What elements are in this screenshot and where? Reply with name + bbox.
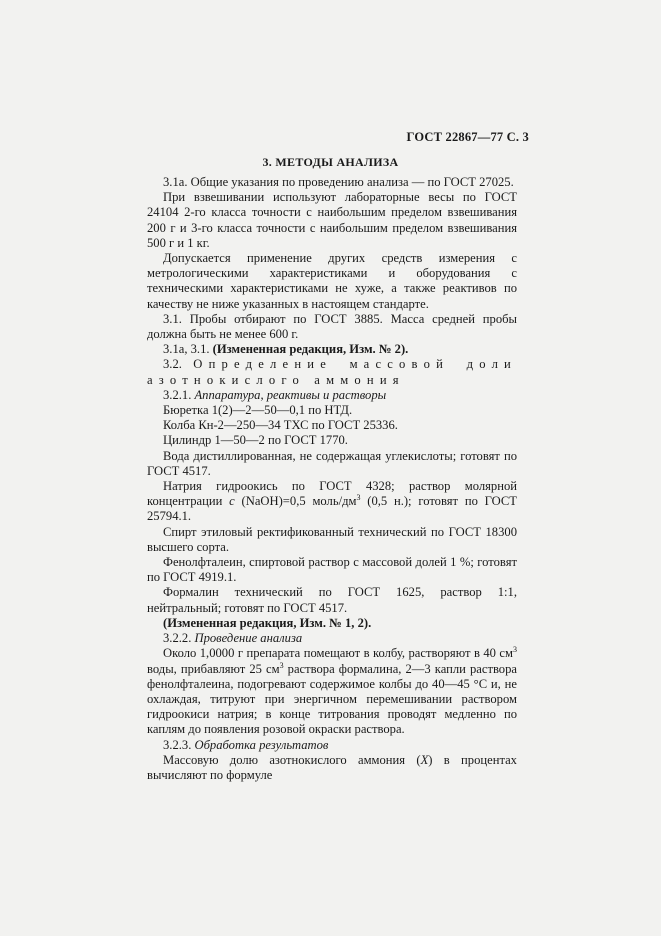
paragraph-calculation (147, 753, 517, 783)
paragraph-3-2 (147, 357, 517, 387)
paragraph-3-2-1 (147, 388, 517, 403)
paragraph-revision-1 (147, 342, 517, 357)
paragraph-3-2-3 (147, 738, 517, 753)
paragraph-other-means: Допускается применение других средств измерения с метрологическими характеристиками и оборудования с техническими характеристиками не хуже, а также реактивов по качеству не ниже указанных в настоящем стандарте. (147, 251, 517, 311)
clause-heading-italic: Проведение анализа (194, 631, 303, 646)
paragraph-revision-2: (Измененная редакция, Изм. № 1, 2). (163, 615, 372, 630)
clause-number: 3.2.3. (163, 737, 195, 752)
superscript: 3 (356, 493, 361, 503)
clause-number: 3.2.1. (163, 387, 195, 402)
clause-number: 3.2.2. (163, 631, 195, 646)
text-run-italic: X (420, 752, 429, 767)
document-body (147, 175, 517, 783)
paragraph-procedure (147, 646, 517, 737)
paragraph-phenolphthalein: Фенолфталеин, спиртовой раствор с массовой долей 1 %; готовят по ГОСТ 4919.1. (147, 555, 517, 585)
clause-heading-italic: Аппаратура, реактивы и растворы (194, 387, 387, 402)
paragraph-ethanol: Спирт этиловый ректификованный технический по ГОСТ 18300 высшего сорта. (147, 524, 517, 554)
section-title: 3. МЕТОДЫ АНАЛИЗА (262, 155, 399, 169)
paragraph-weighing: При взвешивании используют лабораторные весы по ГОСТ 24104 2-го класса точности с наибольшим пределом взвешивания 200 г и 3-го класса точности с наибольшим пределом взвешивания 500 г и 1 кг. (147, 190, 517, 250)
paragraph-3-1: 3.1. Пробы отбирают по ГОСТ 3885. Масса средней пробы должна быть не менее 600 г. (147, 311, 517, 342)
text-run: (0,5 н.); готовят по ГОСТ 25794.1. (147, 494, 517, 524)
paragraph-burette: Бюретка 1(2)—2—50—0,1 по НТД. (163, 403, 353, 418)
paragraph-3-2-2 (147, 631, 517, 646)
paragraph-cylinder: Цилиндр 1—50—2 по ГОСТ 1770. (163, 433, 348, 448)
paragraph-formalin: Формалин технический по ГОСТ 1625, раствор 1:1, нейтральный; готовят по ГОСТ 4517. (147, 585, 517, 615)
text-run: Около 1,0000 г препарата помещают в колбу, растворяют в 40 см (163, 646, 513, 661)
clause-heading-spaced: Определение массовой доли азотнокислого аммония (147, 357, 517, 387)
text-run: раствора формалина, 2—3 капли раствора фенолфталеина, подогревают содержимое колбы до 40—45 °С и, не охлаждая, титруют при энергичном перемешивании раствором гидроокиси натрия; в конце титрования проводят медленно по каплям до появления розовой окраски раствора. (147, 661, 517, 737)
clause-heading-italic: Обработка результатов (194, 737, 329, 752)
superscript: 3 (513, 645, 517, 655)
paragraph-water: Вода дистиллированная, не содержащая углекислоты; готовят по ГОСТ 4517. (147, 448, 517, 478)
revision-ref: 3.1а, 3.1. (163, 342, 213, 357)
clause-number: 3.2. (163, 357, 194, 372)
text-run: Натрия гидроокись по ГОСТ 4328; раствор молярной концентрации (147, 479, 517, 509)
superscript: 3 (279, 660, 284, 670)
text-run: воды, прибавляют 25 см (147, 661, 280, 676)
paragraph-3-1a: 3.1а. Общие указания по проведению анализа — по ГОСТ 27025. (163, 175, 514, 189)
text-run: ) в процентах вычисляют по формуле (147, 752, 517, 782)
text-run: (NaOH)=0,5 моль/дм (234, 494, 357, 509)
text-run: Массовую долю азотнокислого аммония ( (163, 752, 421, 767)
text-run-italic: с (229, 494, 235, 509)
page-header: ГОСТ 22867—77 С. 3 (406, 130, 529, 144)
paragraph-flask: Колба Кн-2—250—34 ТХС по ГОСТ 25336. (163, 418, 398, 433)
paragraph-naoh (147, 479, 517, 525)
revision-note: (Измененная редакция, Изм. № 2). (212, 342, 409, 357)
